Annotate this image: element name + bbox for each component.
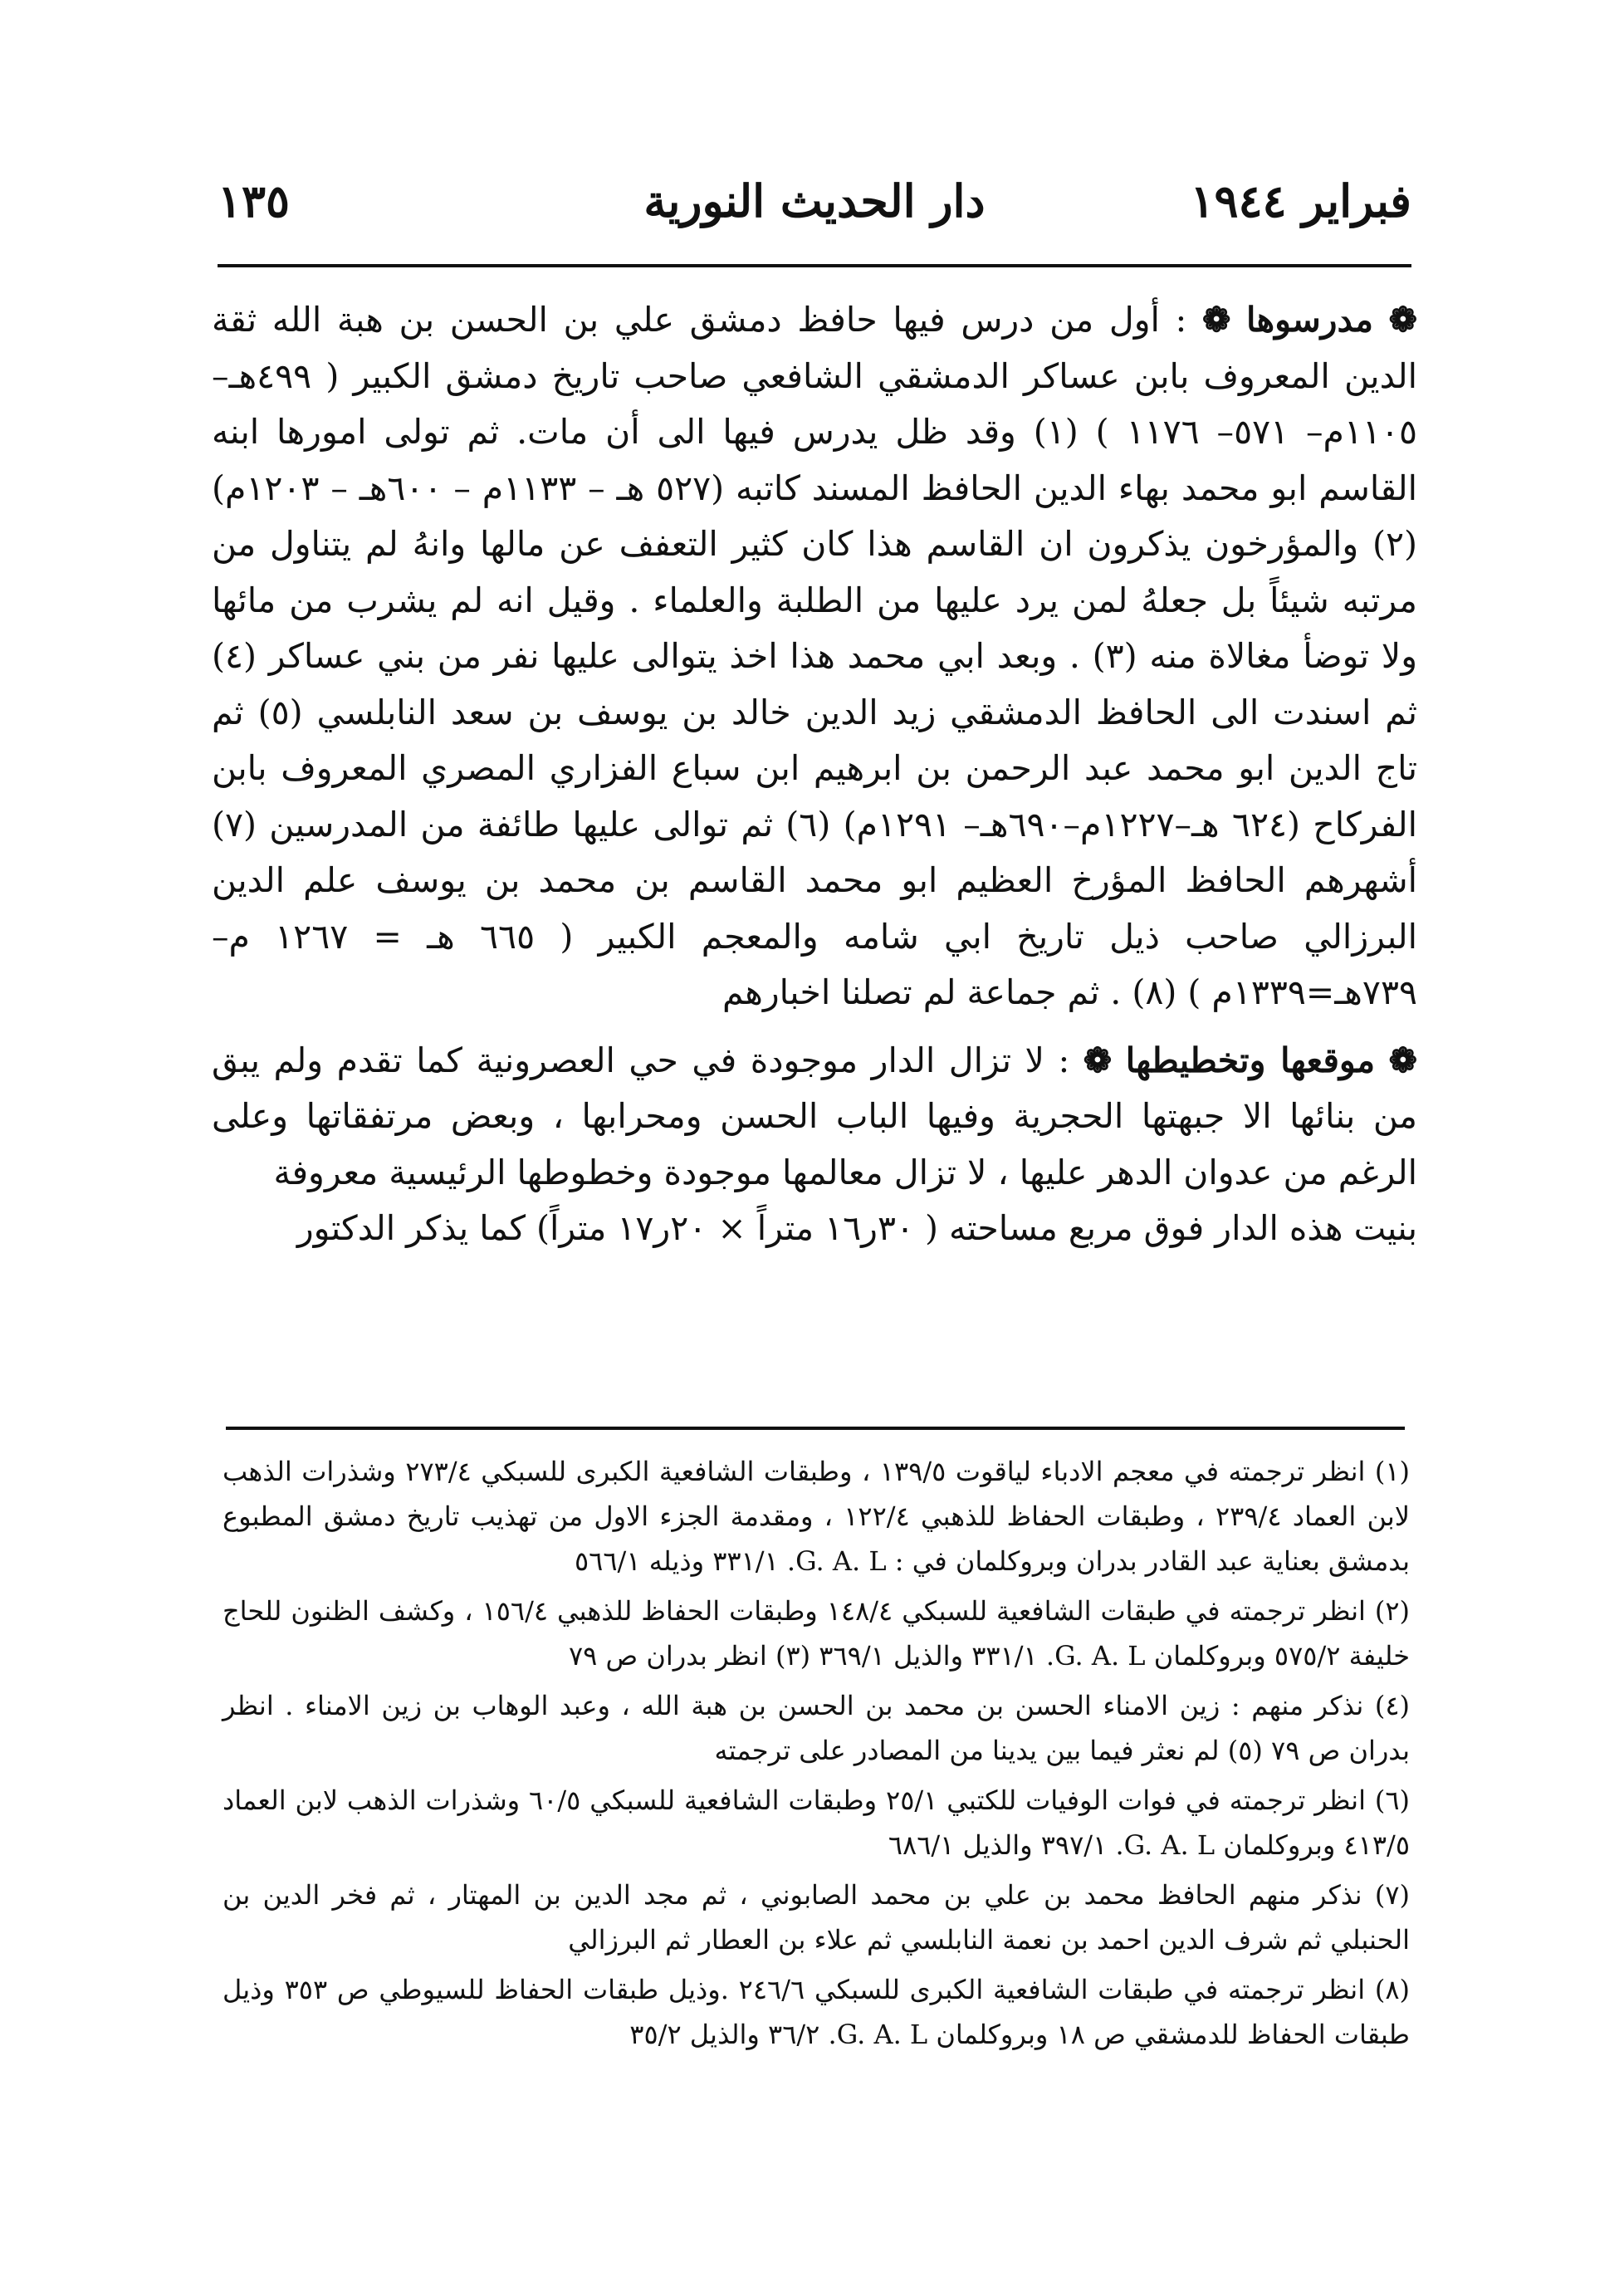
ornament-icon: ❁ — [1202, 300, 1231, 340]
issue-date: فبراير ١٩٤٤ — [1190, 174, 1411, 228]
paragraph-text: : لا تزال الدار موجودة في حي العصرونية كما تقدم ولم يبق من بنائها الا جبهتها الحجرية وفيها الباب الحسن ومحرابها ، وبعض مرتفقاتها وعلى الرغم من عدوان الدهر عليها ، لا تزال معالمها موجودة وخطوطها الرئيسية معروفة — [212, 1040, 1417, 1192]
section-label: مدرسوها — [1246, 300, 1373, 340]
footnote: (٨) انظر ترجمته في طبقات الشافعية الكبرى للسبكي ٢٤٦/٦ .وذيل طبقات الحفاظ للسيوطي ص ٣٥٣ وذيل طبقات الحفاظ للدمشقي ص ١٨ وبروكلمان G. A. L. ٣٦/٢ والذيل ٣٥/٢ — [223, 1974, 1411, 2050]
ornament-icon: ❁ — [1083, 1040, 1113, 1080]
paragraph-text: بنيت هذه الدار فوق مربع مساحته ( ٣٠ر١٦ متراً × ٢٠ر١٧ متراً) كما يذكر الدكتور — [296, 1208, 1417, 1248]
running-title: دار الحديث النورية — [643, 174, 986, 228]
running-header — [218, 164, 1411, 244]
footnote: (٦) انظر ترجمته في فوات الوفيات للكتبي ٢٥/١ وطبقات الشافعية للسبكي ٦٠/٥ وشذرات الذهب لابن العماد ٤١٣/٥ وبروكلمان G. A. L. ٣٩٧/١ والذيل ٦٨٦/١ — [223, 1784, 1411, 1861]
paragraph-text: : أول من درس فيها حافظ دمشق علي بن الحسن بن هبة الله ثقة الدين المعروف بابن عساكر الدمشقي الشافعي صاحب تاريخ دمشق الكبير ( ٤٩٩هـ–١١٠٥م– ٥٧١– ١١٧٦ ) (١) وقد ظل يدرس فيها الى أن مات. ثم تولى امورها ابنه القاسم ابو محمد بهاء الدين الحافظ المسند كاتبه (٥٢٧ هـ – ١١٣٣م – ٦٠٠هـ – ١٢٠٣م) (٢) والمؤرخون يذكرون ان القاسم هذا كان كثير التعفف عن مالها وانهُ لم يتناول من مرتبه شيئاً بل جعلهُ لمن يرد عليها من الطلبة والعلماء . وقيل انه لم يشرب من مائها ولا توضأ مغالاة منه (٣) . وبعد ابي محمد هذا اخذ يتوالى عليها نفر من بني عساكر (٤) ثم اسندت الى الحافظ الدمشقي زيد الدين خالد بن يوسف بن سعد النابلسي (٥) ثم تاج الدين ابو محمد عبد الرحمن بن ابرهيم ابن سباع الفزاري المصري المعروف بابن الفركاح (٦٢٤ هـ–١٢٢٧م–٦٩٠هـ– ١٢٩١م) (٦) ثم توالى عليها طائفة من المدرسين (٧) أشهرهم الحافظ المؤرخ العظيم ابو محمد القاسم بن محمد بن يوسف علم الدين البرزالي صاحب ذيل تاريخ ابي شامه والمعجم الكبير ( ٦٦٥ هـ = ١٢٦٧ م–٧٣٩هـ=١٣٣٩م ) (٨) . ثم جماعة لم تصلنا اخبارهم — [212, 300, 1418, 1012]
footnote: (٤) نذكر منهم : زين الامناء الحسن بن محمد بن الحسن بن هبة الله ، وعبد الوهاب بن زين الامناء . انظر بدران ص ٧٩ (٥) لم نعثر فيما بين يدينا من المصادر على ترجمته — [223, 1690, 1411, 1766]
paragraph-dimensions — [212, 1201, 1417, 1257]
header-rule — [218, 264, 1411, 267]
footnote: (٧) نذكر منهم الحافظ محمد بن علي بن محمد الصابوني ، ثم مجد الدين بن المهتار ، ثم فخر الدين بن الحنبلي ثم شرف الدين احمد بن نعمة النابلسي ثم علاء بن العطار ثم البرزالي — [223, 1879, 1411, 1956]
footnote: (٢) انظر ترجمته في طبقات الشافعية للسبكي ١٤٨/٤ وطبقات الحفاظ للذهبي ١٥٦/٤ ، وكشف الظنون للحاج خليفة ٥٧٥/٢ وبروكلمان G. A. L. ٣٣١/١ والذيل ٣٦٩/١ (٣) انظر بدران ص ٧٩ — [223, 1595, 1411, 1672]
footnote-rule — [226, 1427, 1405, 1430]
footnote: (١) انظر ترجمته في معجم الادباء لياقوت ١٣٩/٥ ، وطبقات الشافعية الكبرى للسبكي ٢٧٣/٤ وشذرات الذهب لابن العماد ٢٣٩/٤ ، وطبقات الحفاظ للذهبي ١٢٢/٤ ، ومقدمة الجزء الاول من تهذيب تاريخ دمشق المطبوع بدمشق بعناية عبد القادر بدران وبروكلمان في : G. A. L. ٣٣١/١ وذيله ٥٦٦/١ — [223, 1456, 1411, 1577]
paragraph-teachers — [212, 292, 1417, 1021]
page-number: ١٣٥ — [218, 174, 291, 228]
section-label: موقعها وتخطيطها — [1125, 1040, 1376, 1080]
ornament-icon: ❁ — [1388, 1040, 1417, 1080]
main-text — [212, 292, 1417, 1397]
paragraph-location — [212, 1033, 1417, 1202]
footnotes — [223, 1449, 1410, 2180]
ornament-icon: ❁ — [1388, 300, 1417, 340]
